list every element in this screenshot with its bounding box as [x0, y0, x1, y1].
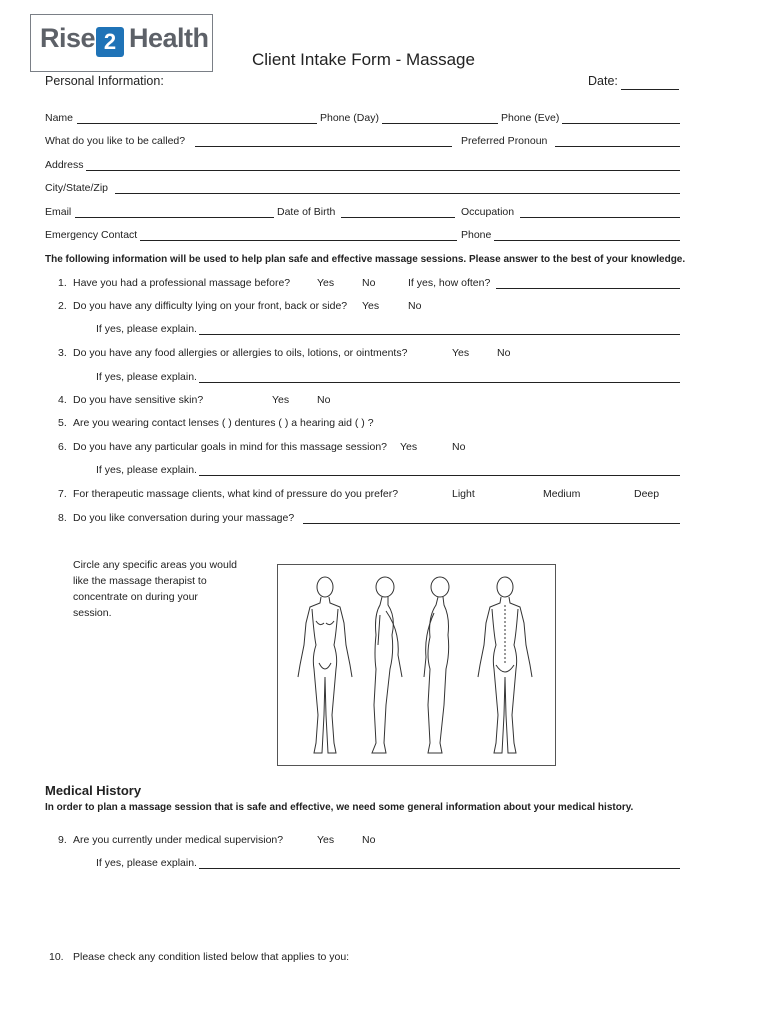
occupation-field[interactable] — [520, 205, 680, 218]
q2-explain-label: If yes, please explain. — [96, 323, 197, 335]
logo-word-health: Health — [129, 23, 209, 53]
called-field[interactable] — [195, 134, 452, 147]
rise2health-logo — [30, 14, 213, 72]
q3-no[interactable]: No — [497, 347, 511, 359]
q9-number: 9. — [58, 834, 67, 846]
q1-number: 1. — [58, 277, 67, 289]
q8-field[interactable] — [303, 511, 680, 524]
q3-explain-label: If yes, please explain. — [96, 371, 197, 383]
q6-no[interactable]: No — [452, 441, 466, 453]
q6-explain-label: If yes, please explain. — [96, 464, 197, 476]
q7-deep[interactable]: Deep — [634, 488, 660, 500]
body-back-figure — [478, 577, 532, 753]
emergency-field[interactable] — [140, 228, 457, 241]
email-label: Email — [45, 206, 72, 218]
circle-instruction-2: like the massage therapist to — [73, 575, 207, 587]
q9-no[interactable]: No — [362, 834, 376, 846]
q5-text: Are you wearing contact lenses ( ) dentures ( ) a hearing aid ( ) ? — [73, 417, 374, 429]
q2-no[interactable]: No — [408, 300, 422, 312]
q7-text: For therapeutic massage clients, what kind of pressure do you prefer? — [73, 488, 399, 500]
q1-yes[interactable]: Yes — [317, 277, 335, 289]
medical-history-note: In order to plan a massage session that is safe and effective, we need some general information about your medical history. — [45, 802, 634, 813]
phone-field[interactable] — [494, 228, 680, 241]
logo-badge: 2 — [96, 27, 124, 57]
q5-number: 5. — [58, 417, 67, 429]
name-field[interactable] — [77, 111, 317, 124]
emergency-label: Emergency Contact — [45, 229, 138, 241]
q2-text: Do you have any difficulty lying on your front, back or side? — [73, 300, 348, 312]
q3-yes[interactable]: Yes — [452, 347, 470, 359]
city-label: City/State/Zip — [45, 182, 109, 194]
q9-text: Are you currently under medical supervision? — [73, 834, 284, 846]
q3-text: Do you have any food allergies or allergies to oils, lotions, or ointments? — [73, 347, 408, 359]
phone-label: Phone — [461, 229, 492, 241]
dob-label: Date of Birth — [277, 206, 336, 218]
date-label: Date: — [588, 74, 618, 88]
phone-eve-label: Phone (Eve) — [501, 112, 560, 124]
q1-no[interactable]: No — [362, 277, 376, 289]
circle-instruction-3: concentrate on during your — [73, 591, 198, 603]
q4-no[interactable]: No — [317, 394, 331, 406]
date-field[interactable] — [621, 77, 679, 90]
q7-number: 7. — [58, 488, 67, 500]
body-front-figure — [298, 577, 352, 753]
q10-text: Please check any condition listed below that applies to you: — [73, 951, 350, 963]
q6-explain-field[interactable] — [199, 463, 680, 476]
phone-eve-field[interactable] — [562, 111, 680, 124]
q1-followup-field[interactable] — [496, 276, 680, 289]
q9-yes[interactable]: Yes — [317, 834, 335, 846]
q6-text: Do you have any particular goals in mind for this massage session? — [73, 441, 387, 453]
q7-medium[interactable]: Medium — [543, 488, 581, 500]
personal-info-heading: Personal Information: — [45, 74, 164, 88]
q4-number: 4. — [58, 394, 67, 406]
pronoun-label: Preferred Pronoun — [461, 135, 548, 147]
address-field[interactable] — [86, 158, 680, 171]
q7-light[interactable]: Light — [452, 488, 475, 500]
dob-field[interactable] — [341, 205, 455, 218]
info-notice: The following information will be used to help plan safe and effective massage sessions. Please answer to the best of your knowledge. — [45, 254, 686, 265]
q9-explain-field[interactable] — [199, 856, 680, 869]
q8-text: Do you like conversation during your massage? — [73, 512, 295, 524]
q1-text: Have you had a professional massage before? — [73, 277, 291, 289]
q8-number: 8. — [58, 512, 67, 524]
q3-number: 3. — [58, 347, 67, 359]
address-label: Address — [45, 159, 84, 171]
name-label: Name — [45, 112, 74, 124]
called-label: What do you like to be called? — [45, 135, 186, 147]
q6-yes[interactable]: Yes — [400, 441, 418, 453]
q6-number: 6. — [58, 441, 67, 453]
q2-number: 2. — [58, 300, 67, 312]
q9-explain-label: If yes, please explain. — [96, 857, 197, 869]
city-field[interactable] — [115, 181, 680, 194]
q10-number: 10. — [49, 951, 64, 963]
occupation-label: Occupation — [461, 206, 515, 218]
body-side-figure-1 — [372, 577, 402, 753]
email-field[interactable] — [75, 205, 274, 218]
q1-followup-label: If yes, how often? — [408, 277, 491, 289]
phone-day-label: Phone (Day) — [320, 112, 379, 124]
medical-history-heading: Medical History — [45, 783, 142, 798]
body-diagram[interactable] — [277, 564, 556, 766]
pronoun-field[interactable] — [555, 134, 680, 147]
q2-explain-field[interactable] — [199, 322, 680, 335]
q4-text: Do you have sensitive skin? — [73, 394, 204, 406]
circle-instruction-1: Circle any specific areas you would — [73, 559, 237, 571]
body-side-figure-2 — [424, 577, 449, 753]
circle-instruction-4: session. — [73, 607, 112, 619]
phone-day-field[interactable] — [382, 111, 498, 124]
q4-yes[interactable]: Yes — [272, 394, 290, 406]
q3-explain-field[interactable] — [199, 370, 680, 383]
q2-yes[interactable]: Yes — [362, 300, 380, 312]
logo-word-rise: Rise — [40, 23, 96, 53]
form-title: Client Intake Form - Massage — [252, 50, 475, 69]
